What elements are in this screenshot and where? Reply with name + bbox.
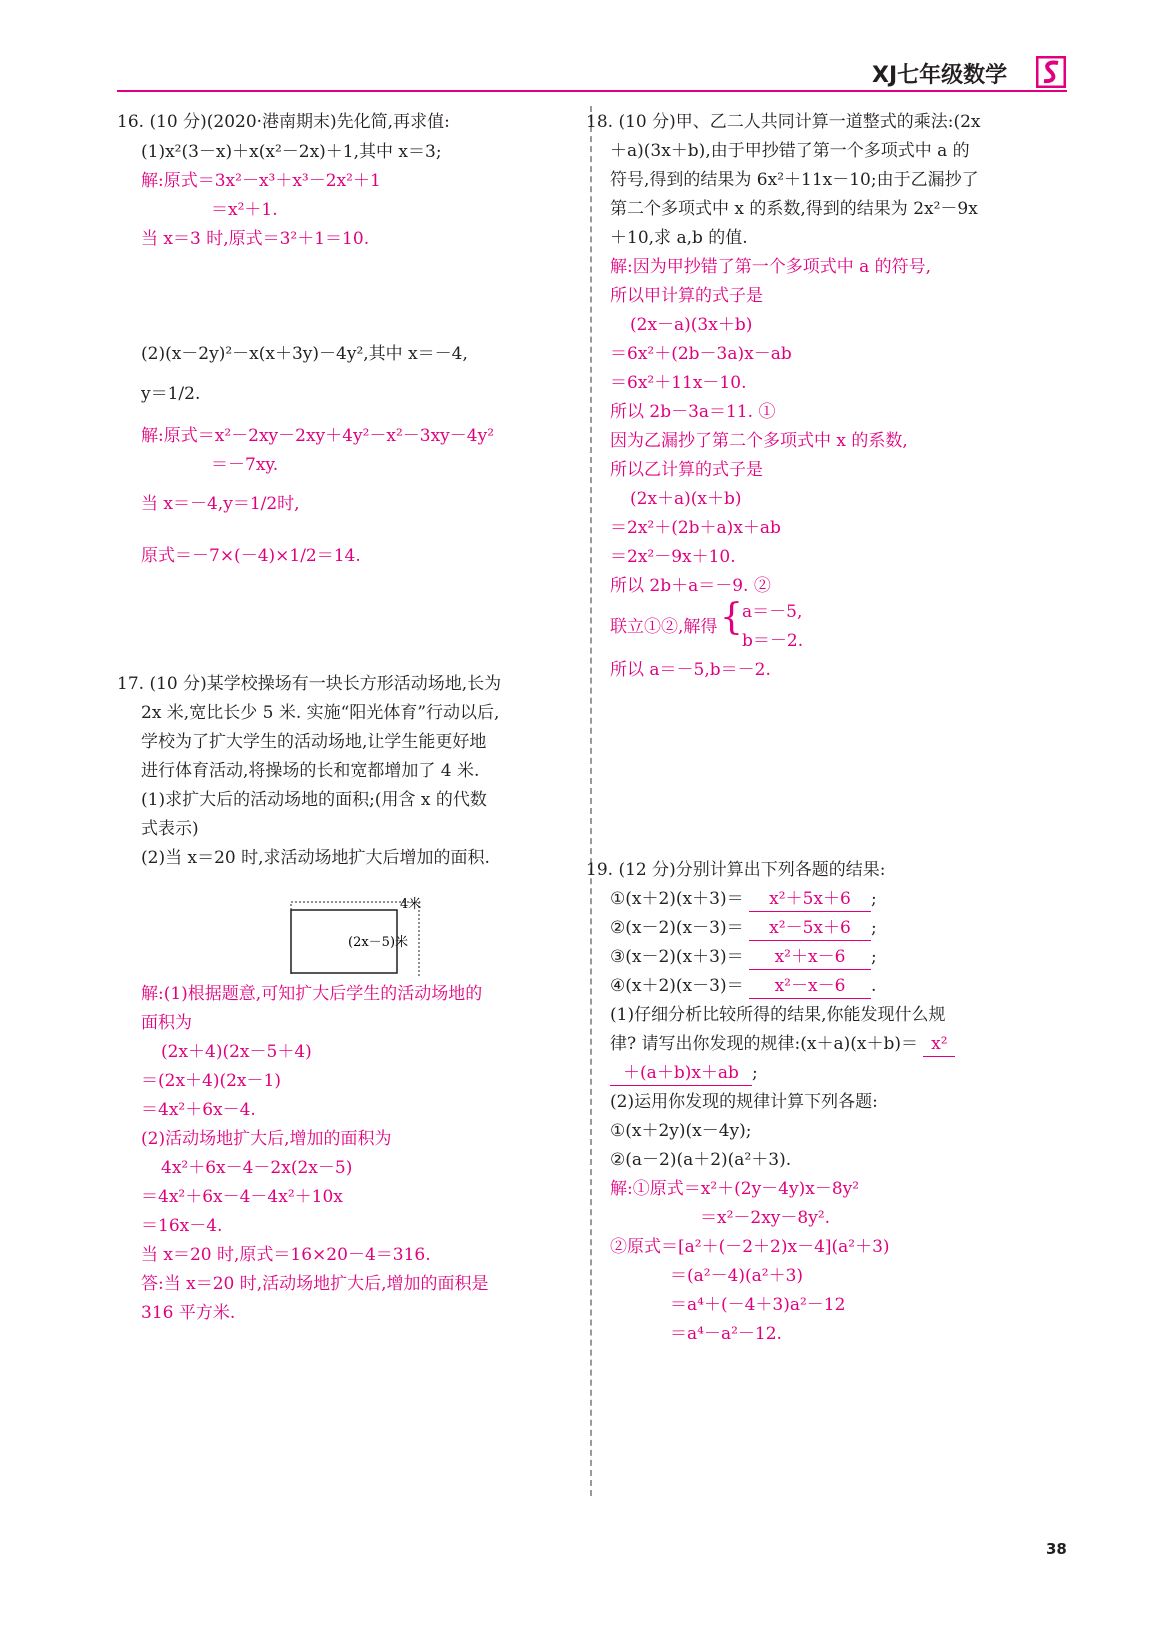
q18-sol-line: 所以 2b－3a＝11. ① — [610, 402, 776, 422]
q18-system-b: b＝－2. — [742, 631, 804, 651]
q19-item-question: ④(x＋2)(x－3)＝ — [610, 976, 744, 996]
q19-part1-line: (1)仔细分析比较所得的结果,你能发现什么规 — [610, 1005, 946, 1025]
diagram-right-label: (2x－5)米 — [348, 935, 409, 950]
q18-system-a: a＝－5, — [742, 602, 803, 622]
q19-part1-text: 律? 请写出你发现的规律:(x＋a)(x＋b)＝ — [610, 1034, 918, 1054]
q17-stem-line: 17. (10 分)某学校操场有一块长方形活动场地,长为 — [117, 674, 502, 694]
q16-part2-line: (2)(x－2y)²－x(x＋3y)－4y²,其中 x＝－4, — [141, 344, 468, 364]
q18-final: 所以 a＝－5,b＝－2. — [610, 660, 771, 680]
q18-sol-line: (2x－a)(3x＋b) — [630, 315, 753, 335]
q17-stem-line: 进行体育活动,将操场的长和宽都增加了 4 米. — [141, 761, 480, 781]
book-title: XJ七年级数学 — [872, 63, 1008, 88]
q17-sol-line: 面积为 — [141, 1013, 192, 1033]
q18-sol-line: ＝2x²－9x＋10. — [610, 547, 736, 567]
q19-sol-line: ②原式＝[a²＋(－2＋2)x－4](a²＋3) — [610, 1237, 890, 1257]
q16-sol2-line: 解:原式＝x²－2xy－2xy＋4y²－x²－3xy－4y² — [141, 426, 495, 446]
q19-item-question: ③(x－2)(x＋3)＝ — [610, 947, 744, 967]
q18-sol-line: 解:因为甲抄错了第一个多项式中 a 的符号, — [610, 257, 932, 277]
q18-sol-line: ＝6x²＋(2b－3a)x－ab — [610, 344, 792, 364]
q19-item-question: ①(x＋2)(x＋3)＝ — [610, 889, 744, 909]
q16-sol1-line: 当 x＝3 时,原式＝3²＋1＝10. — [141, 229, 370, 249]
q19-part2-line: ②(a－2)(a＋2)(a²＋3). — [610, 1150, 792, 1170]
q18-sol-line: ＝6x²＋11x－10. — [610, 373, 747, 393]
q18-sol-line: (2x＋a)(x＋b) — [630, 489, 742, 509]
q19-part1-answer: ＋(a＋b)x＋ab — [610, 1061, 752, 1086]
q19-sol-line: ＝a⁴＋(－4＋3)a²－12 — [670, 1295, 846, 1315]
q17-stem-line: (1)求扩大后的活动场地的面积;(用含 x 的代数 — [141, 790, 487, 810]
q17-sol-line: 答:当 x＝20 时,活动场地扩大后,增加的面积是 — [141, 1274, 489, 1294]
q17-sol-line: ＝4x²＋6x－4. — [141, 1100, 256, 1120]
q17-sol-line: ＝4x²＋6x－4－4x²＋10x — [141, 1187, 343, 1207]
diagram-top-label: 4米 — [400, 897, 422, 912]
q19-sol-line: ＝a⁴－a²－12. — [670, 1324, 782, 1344]
q16-sol2-line: 原式＝－7×(－4)×1/2＝14. — [141, 546, 361, 566]
q19-sol-line: ＝(a²－4)(a²＋3) — [670, 1266, 804, 1286]
q18-sol-line: ＝2x²＋(2b＋a)x＋ab — [610, 518, 781, 538]
q17-sol-line: 当 x＝20 时,原式＝16×20－4＝316. — [141, 1245, 431, 1265]
q19-item — [610, 916, 877, 941]
q19-sol-line: 解:①原式＝x²＋(2y－4y)x－8y² — [610, 1179, 860, 1199]
q19-part1-line — [610, 1032, 955, 1057]
q19-item — [610, 974, 876, 999]
q17-stem-line: (2)当 x＝20 时,求活动场地扩大后增加的面积. — [141, 848, 490, 868]
q18-sol-line: 所以甲计算的式子是 — [610, 286, 763, 306]
q18-sol-line: 因为乙漏抄了第二个多项式中 x 的系数, — [610, 431, 908, 451]
q16-sol1-line: ＝x²＋1. — [211, 200, 278, 220]
q19-item-question: ②(x－2)(x－3)＝ — [610, 918, 744, 938]
q19-part1-answer: x² — [923, 1032, 955, 1057]
q19-sol-line: ＝x²－2xy－8y². — [700, 1208, 831, 1228]
q19-item-end: . — [870, 976, 877, 996]
q18-stem-line: 18. (10 分)甲、乙二人共同计算一道整式的乘法:(2x — [586, 112, 981, 132]
q19-item-end: ; — [870, 889, 877, 909]
q19-stem: 19. (12 分)分别计算出下列各题的结果: — [586, 860, 886, 880]
q17-sol-line: (2x＋4)(2x－5＋4) — [161, 1042, 312, 1062]
q19-item-answer: x²－x－6 — [749, 974, 871, 999]
q19-item-answer: x²＋x－6 — [749, 945, 871, 970]
q19-item-answer: x²＋5x＋6 — [749, 887, 871, 912]
q17-sol-line: ＝16x－4. — [141, 1216, 223, 1236]
q18-stem-line: 第二个多项式中 x 的系数,得到的结果为 2x²－9x — [610, 199, 978, 219]
q17-field-diagram — [262, 876, 442, 976]
q18-stem-line: ＋a)(3x＋b),由于甲抄错了第一个多项式中 a 的 — [610, 141, 970, 161]
q16-sol2-line: ＝－7xy. — [211, 455, 279, 475]
q18-stem-line: ＋10,求 a,b 的值. — [610, 228, 748, 248]
column-divider — [590, 106, 592, 1496]
q19-part1-line — [610, 1061, 758, 1086]
q16-stem: 16. (10 分)(2020·港南期末)先化简,再求值: — [117, 112, 450, 132]
q17-stem-line: 学校为了扩大学生的活动场地,让学生能更好地 — [141, 732, 487, 752]
q17-stem-line: 2x 米,宽比长少 5 米. 实施“阳光体育”行动以后, — [141, 703, 500, 723]
q17-sol-line: 4x²＋6x－4－2x(2x－5) — [161, 1158, 353, 1178]
q18-sol-line: 所以乙计算的式子是 — [610, 460, 763, 480]
q19-part1-end: ; — [752, 1063, 758, 1083]
q18-system-prefix: 联立①②,解得 — [610, 617, 718, 637]
q18-stem-line: 符号,得到的结果为 6x²＋11x－10;由于乙漏抄了 — [610, 170, 979, 190]
q16-sol1-line: 解:原式＝3x²－x³＋x³－2x²＋1 — [141, 171, 381, 191]
q19-item — [610, 945, 877, 970]
publisher-logo-icon — [1036, 56, 1066, 88]
q19-part2-line: (2)运用你发现的规律计算下列各题: — [610, 1092, 878, 1112]
header-rule — [117, 90, 1067, 92]
brace-icon: { — [720, 597, 743, 638]
q19-item-answer: x²－5x＋6 — [749, 916, 871, 941]
q18-sol-line: 所以 2b＋a＝－9. ② — [610, 576, 771, 596]
q19-item — [610, 887, 877, 912]
q17-sol-line: 解:(1)根据题意,可知扩大后学生的活动场地的 — [141, 984, 483, 1004]
q16-part1: (1)x²(3－x)＋x(x²－2x)＋1,其中 x＝3; — [141, 142, 442, 162]
q17-sol-line: ＝(2x＋4)(2x－1) — [141, 1071, 281, 1091]
q19-item-end: ; — [870, 918, 877, 938]
q16-part2-line: y＝1/2. — [141, 384, 201, 404]
q19-part2-line: ①(x＋2y)(x－4y); — [610, 1121, 752, 1141]
q17-stem-line: 式表示) — [141, 819, 199, 839]
q17-sol-line: 316 平方米. — [141, 1303, 236, 1323]
q16-sol2-line: 当 x＝－4,y＝1/2时, — [141, 494, 300, 514]
q19-item-end: ; — [870, 947, 877, 967]
q17-sol-line: (2)活动场地扩大后,增加的面积为 — [141, 1129, 392, 1149]
page-number: 38 — [1046, 1540, 1067, 1558]
